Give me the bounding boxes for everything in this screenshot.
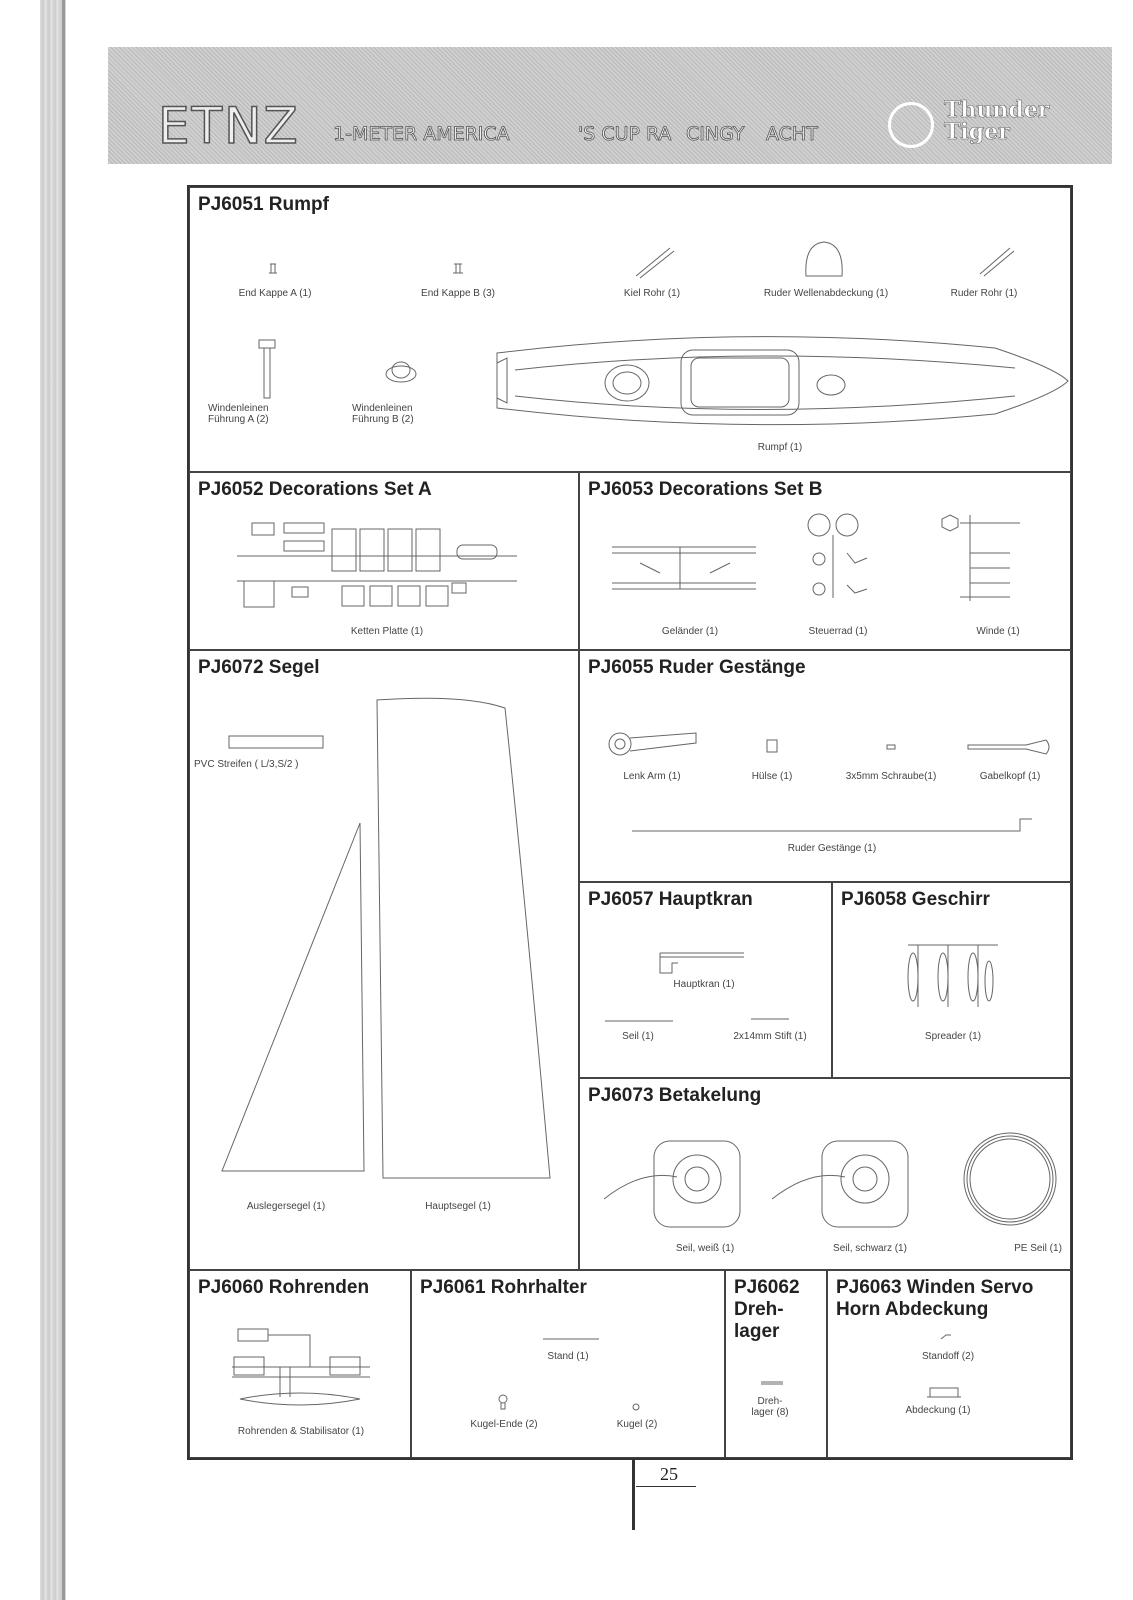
parts-grid (187, 185, 1073, 1460)
part-label: Ruder Wellenabdeckung (1) (763, 288, 889, 299)
section-title: PJ6057 Hauptkran (588, 889, 753, 910)
part-label: Hülse (1) (751, 771, 793, 782)
pvc-streifen-icon (228, 735, 324, 749)
part-label: Rumpf (1) (757, 442, 803, 453)
part-label: Führung B (2) (352, 414, 414, 425)
part-label: PE Seil (1) (1014, 1243, 1062, 1254)
part-label: Windenleinen (208, 403, 269, 414)
huelse-icon (766, 739, 778, 753)
seil-weiss-spool-icon (602, 1139, 752, 1235)
part-label: lager (8) (751, 1407, 789, 1418)
etnz-logo: ETNZ (158, 97, 300, 155)
winde-icon (940, 513, 1030, 603)
section-title: PJ6051 Rumpf (198, 194, 329, 215)
stift-icon (750, 1017, 790, 1021)
part-label: Hauptkran (1) (673, 979, 735, 990)
schraube-icon (886, 744, 896, 750)
lenk-arm-icon (608, 729, 700, 759)
part-label: Steuerrad (1) (808, 626, 868, 637)
pe-seil-coil-icon (960, 1129, 1060, 1229)
section-segel (189, 650, 579, 1270)
gabelkopf-icon (966, 737, 1052, 757)
thunder-tiger-logo-icon (888, 102, 934, 148)
part-label: Winde (1) (976, 626, 1020, 637)
kugel-ende-icon (498, 1394, 508, 1410)
title-line: Dreh- (734, 1299, 784, 1320)
banner-subtitle-1: 1-METER AMERICA (333, 123, 510, 145)
part-label: Ruder Gestänge (1) (787, 843, 877, 854)
steuerrad-icon (805, 513, 875, 603)
ruder-gestaenge-rod (630, 817, 1035, 835)
ketten-platte-sprue-drawing (232, 521, 522, 611)
part-label: Abdeckung (1) (905, 1405, 971, 1416)
section-rumpf (189, 187, 1071, 472)
part-label: Dreh- (757, 1396, 783, 1407)
banner-subtitle-4: ACHT (766, 123, 818, 145)
section-rohrenden (189, 1270, 411, 1458)
section-title: PJ6053 Decorations Set B (588, 479, 823, 500)
hauptkran-icon (658, 951, 748, 975)
kiel-rohr-icon (634, 246, 674, 278)
title-line: lager (734, 1321, 780, 1342)
kugel-icon (632, 1403, 640, 1411)
part-label: Kugel-Ende (2) (470, 1419, 538, 1430)
header-banner (108, 47, 1112, 164)
page-number: 25 (660, 1464, 678, 1484)
title-line: PJ6062 (734, 1277, 800, 1298)
end-kappe-b-icon (452, 262, 464, 274)
part-label: Gabelkopf (1) (979, 771, 1041, 782)
page-number-underline (636, 1486, 696, 1487)
part-label: Stand (1) (547, 1351, 589, 1362)
section-title: PJ6072 Segel (198, 657, 320, 678)
seil-schwarz-spool-icon (770, 1139, 920, 1235)
section-drehlager (725, 1270, 827, 1458)
part-label: End Kappe B (3) (421, 288, 495, 299)
windenleinen-fuehrung-a-icon (256, 338, 278, 400)
part-label: Auslegersegel (1) (246, 1201, 326, 1212)
part-label: End Kappe A (1) (238, 288, 312, 299)
section-betakelung (579, 1078, 1071, 1270)
rumpf-hull-drawing (495, 328, 1070, 428)
binding-line (62, 0, 65, 1600)
ruder-wellenabdeckung-icon (802, 240, 846, 278)
section-ruder-gestaenge (579, 650, 1071, 882)
section-decorations-a (189, 472, 579, 650)
page-number-rule (632, 1460, 635, 1530)
auslegersegel-drawing (220, 821, 370, 1181)
section-title (734, 1277, 800, 1343)
part-label: PVC Streifen ( L/3,S/2 ) (194, 759, 299, 770)
section-title: PJ6060 Rohrenden (198, 1277, 370, 1298)
part-label: Lenk Arm (1) (623, 771, 681, 782)
section-title: PJ6073 Betakelung (588, 1085, 762, 1106)
section-title: PJ6055 Ruder Gestänge (588, 657, 806, 678)
section-title: PJ6052 Decorations Set A (198, 479, 432, 500)
part-label: Hauptsegel (1) (425, 1201, 491, 1212)
seil-icon (604, 1019, 674, 1023)
part-label: Rohrenden & Stabilisator (1) (237, 1426, 365, 1437)
standoff-icon (940, 1333, 952, 1341)
part-label: Seil (1) (622, 1031, 654, 1042)
part-label: Geländer (1) (661, 626, 719, 637)
stand-icon (542, 1337, 600, 1341)
title-line: Horn Abdeckung (836, 1299, 989, 1320)
part-label: Seil, weiß (1) (675, 1243, 735, 1254)
part-label: Seil, schwarz (1) (833, 1243, 907, 1254)
banner-subtitle-3: CINGY (686, 123, 745, 145)
section-geschirr (832, 882, 1071, 1078)
brand-line-1: Thunder (944, 97, 1050, 123)
section-title: PJ6058 Geschirr (841, 889, 990, 910)
title-line: PJ6063 Winden Servo (836, 1277, 1034, 1298)
part-label: Standoff (2) (921, 1351, 975, 1362)
section-winden-servo (827, 1270, 1071, 1458)
section-title: PJ6061 Rohrhalter (420, 1277, 587, 1298)
brand-line-2: Tiger (944, 119, 1010, 145)
part-label: Führung A (2) (208, 414, 269, 425)
rohrenden-stabilisator-drawing (230, 1327, 370, 1417)
abdeckung-icon (926, 1385, 962, 1399)
brand-name (944, 99, 1049, 143)
gelaender-icon (610, 543, 760, 593)
spreader-icon (903, 937, 1003, 1017)
windenleinen-fuehrung-b-icon (384, 358, 418, 384)
part-label: Ruder Rohr (1) (950, 288, 1018, 299)
part-label: 3x5mm Schraube(1) (845, 771, 937, 782)
drehlager-icon (760, 1380, 784, 1385)
end-kappe-a-icon (268, 262, 278, 274)
part-label: Ketten Platte (1) (350, 626, 424, 637)
section-hauptkran (579, 882, 832, 1078)
part-label: Windenleinen (352, 403, 413, 414)
part-label: Kugel (2) (616, 1419, 658, 1430)
part-label: Spreader (1) (924, 1031, 982, 1042)
ruder-rohr-icon (978, 246, 1014, 276)
banner-subtitle-2: 'S CUP RA (578, 123, 672, 145)
part-label: Kiel Rohr (1) (623, 288, 681, 299)
section-decorations-b (579, 472, 1071, 650)
section-rohrhalter (411, 1270, 725, 1458)
hauptsegel-drawing (375, 698, 555, 1188)
part-label: 2x14mm Stift (1) (733, 1031, 807, 1042)
section-title (836, 1277, 1033, 1321)
